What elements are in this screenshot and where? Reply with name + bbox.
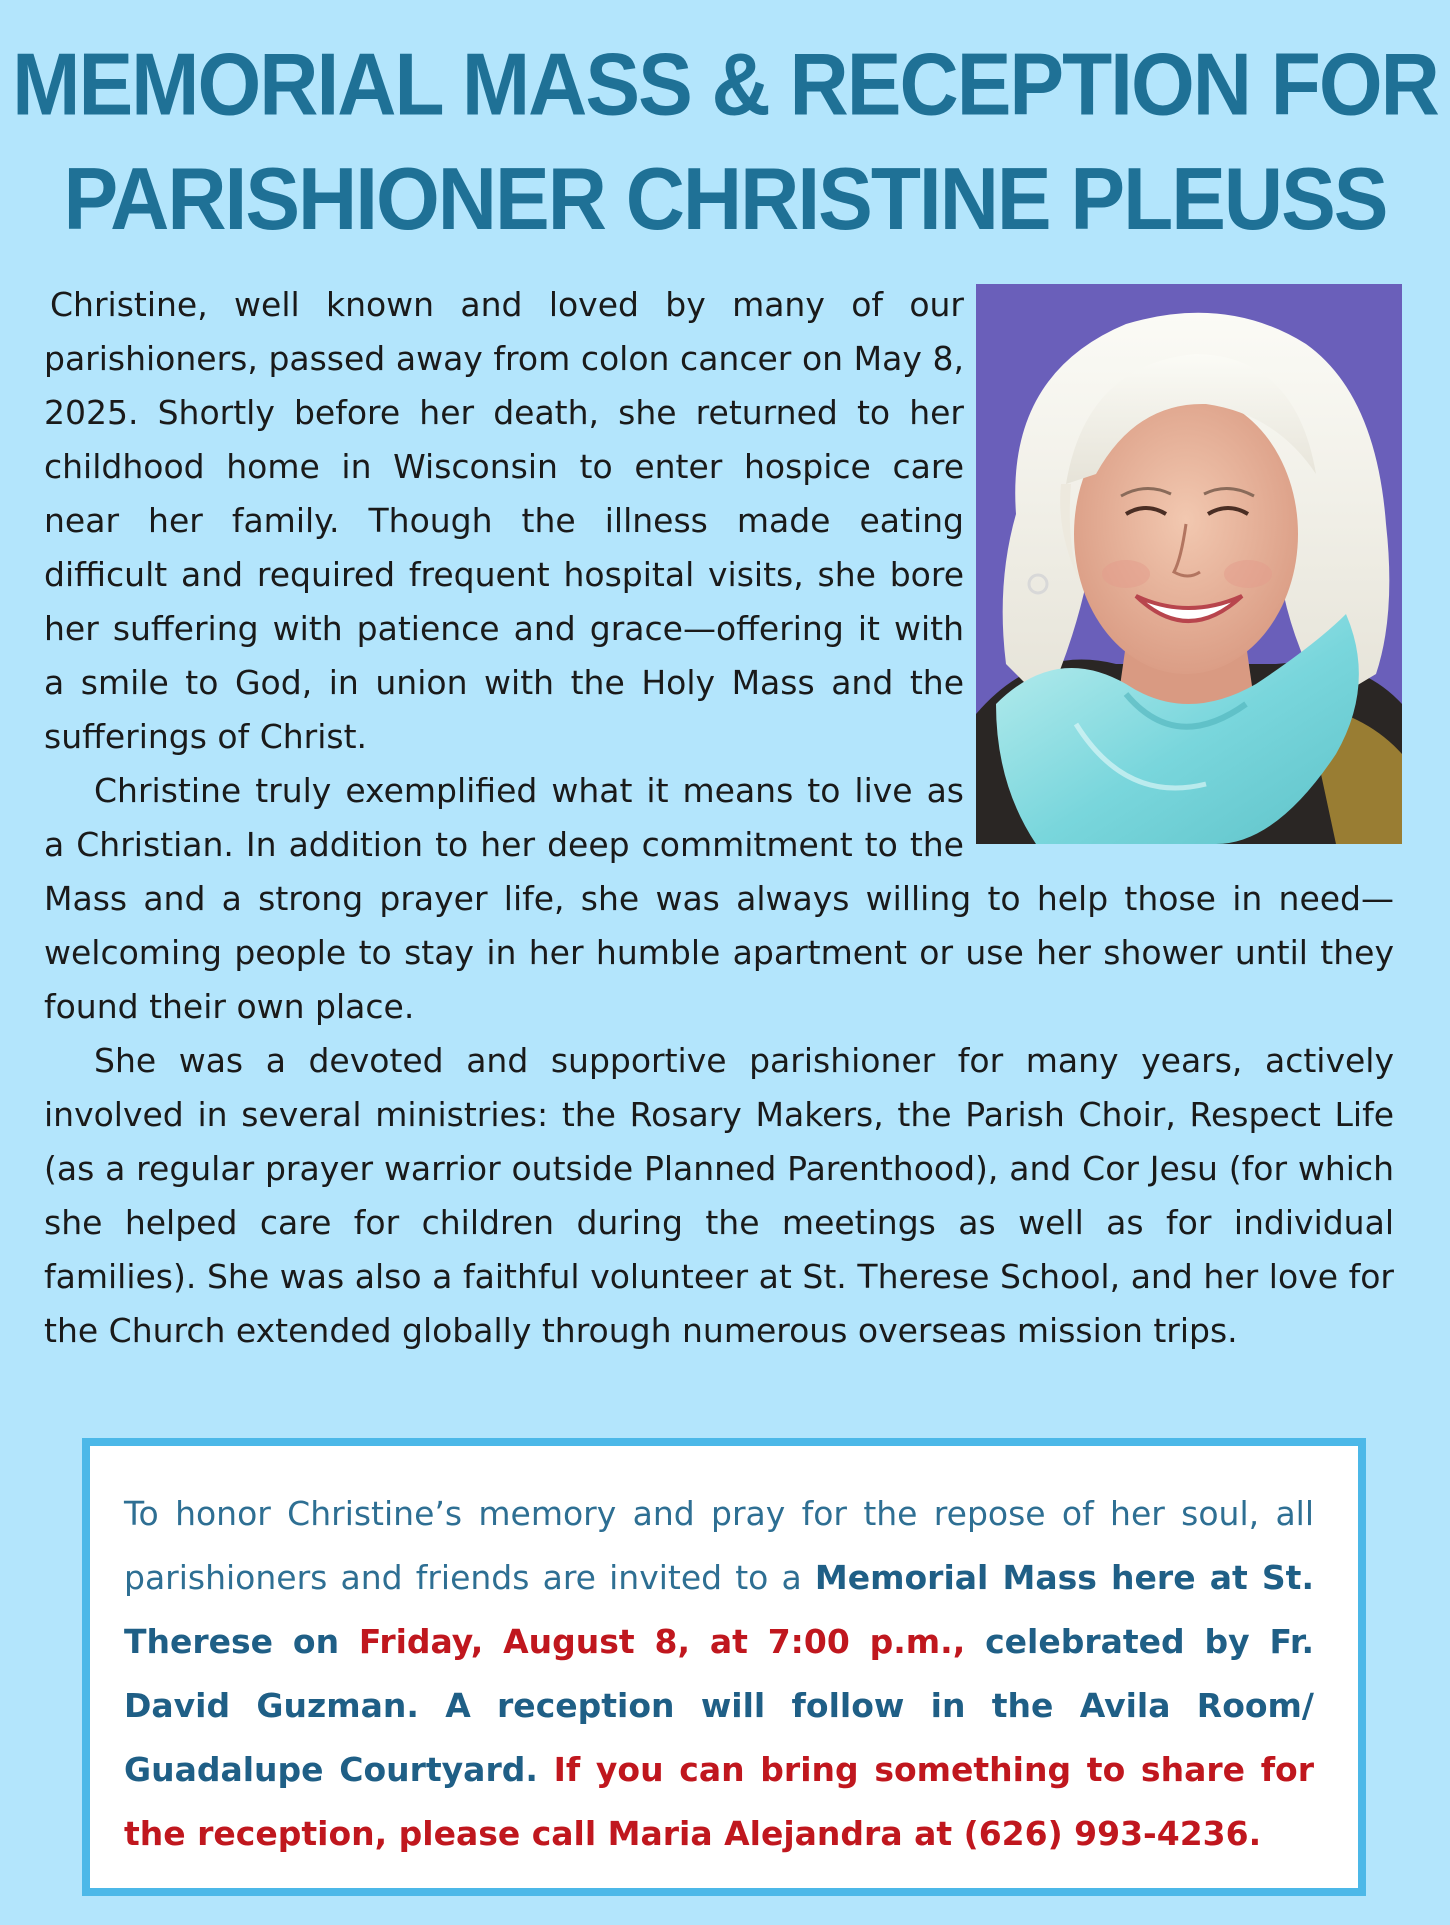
info-intro: To honor Christine’s memory and pray for the repose of her soul, all parishioners and friends are invited to a xyxy=(124,1494,1314,1597)
event-info-box xyxy=(82,1438,1366,1896)
info-celebrant: celebrated by Fr. David Guzman. A reception will follow in the Avila Room/ Guadalupe Courtyard. xyxy=(124,1622,1314,1789)
title-line-2: PARISHIONER CHRISTINE PLEUSS xyxy=(63,150,1387,249)
info-call-to-action: If you can bring something to share for the reception, please call Maria Alejandra at (626) 993-4236. xyxy=(124,1750,1314,1853)
paragraph-1: Christine, well known and loved by many of our parishioners, passed away from colon cancer on May 8, 2025. Shortly before her death, she returned to her childhood home in Wisconsin to enter hospice care near her family. Though the illness made eating difficult and required frequent hospital visits, she bore her suffering with patience and grace—offering it with a smile to God, in union with the Holy Mass and the sufferings of Christ. xyxy=(44,285,964,756)
info-datetime: Friday, August 8, at 7:00 p.m., xyxy=(358,1622,966,1661)
page-title xyxy=(0,28,1450,257)
info-venue: Memorial Mass here at St. Therese on xyxy=(124,1558,1314,1661)
paragraph-3: She was a devoted and supportive parishioner for many years, actively involved in several ministries: the Rosary Makers, the Parish Choir, Respect Life (as a regular prayer warrior outside Planned Parenthood), and Cor Jesu (for which she helped care for children during the meetings as well as for individual families). She was also a faithful volunteer at St. Therese School, and her love for the Church extended globally through numerous overseas mission trips. xyxy=(44,1041,1394,1350)
paragraph-2: Christine truly exemplified what it means to live as a Christian. In addition to her deep commitment to the Mass and a strong prayer life, she was always willing to help those in need—welcoming people to stay in her humble apartment or use her shower until they found their own place. xyxy=(44,771,1394,1026)
title-line-1: MEMORIAL MASS & RECEPTION FOR xyxy=(12,35,1438,134)
article-body xyxy=(44,278,1394,1358)
